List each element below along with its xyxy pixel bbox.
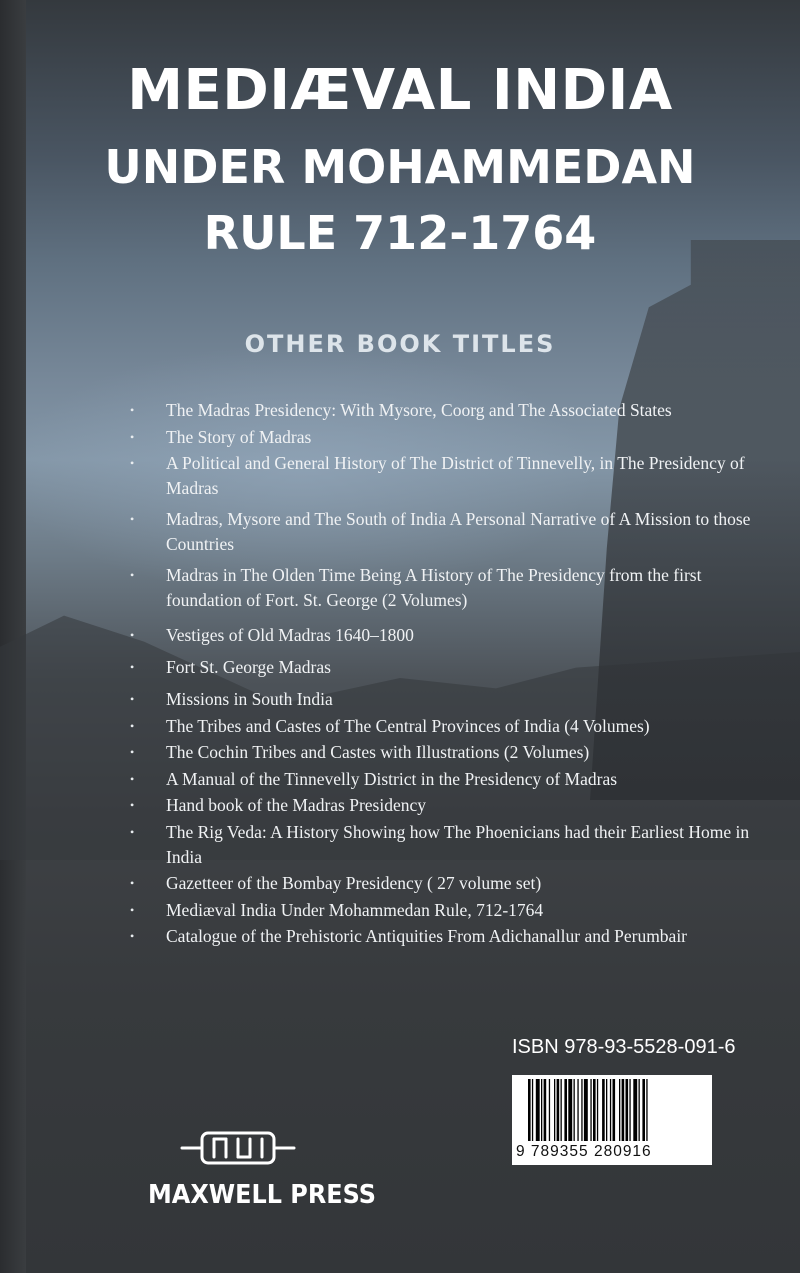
book-title-item: • Catalogue of the Prehistoric Antiquities From Adichanallur and Perumbair (130, 924, 770, 949)
title-line-2: UNDER MOHAMMEDAN (104, 140, 696, 194)
book-title-item: • Fort St. George Madras (130, 655, 770, 680)
barcode (512, 1075, 712, 1165)
book-title-item: • The Madras Presidency: With Mysore, Coorg and The Associated States (130, 398, 770, 423)
barcode-digits: 9 789355 280916 (516, 1143, 652, 1160)
book-title-item: • Mediæval India Under Mohammedan Rule, 712-1764 (130, 898, 770, 923)
book-title-item: • The Tribes and Castes of The Central Provinces of India (4 Volumes) (130, 714, 770, 739)
book-title-item: • The Cochin Tribes and Castes with Illustrations (2 Volumes) (130, 740, 770, 765)
barcode-bars-icon (512, 1075, 712, 1145)
publisher-name: MAXWELL PRESS (148, 1180, 376, 1210)
book-title-item: • Missions in South India (130, 687, 770, 712)
book-title-item: • Madras in The Olden Time Being A History of The Presidency from the first foundation of Fort. St. George (2 Volumes) (130, 563, 770, 613)
book-title-item: • Hand book of the Madras Presidency (130, 793, 770, 818)
book-title-item: • Vestiges of Old Madras 1640–1800 (130, 623, 770, 648)
maxwell-press-logo-icon (178, 1125, 298, 1171)
book-title-item: • The Story of Madras (130, 425, 770, 450)
title-line-1: MEDIÆVAL INDIA (127, 58, 673, 123)
book-title-item: • A Manual of the Tinnevelly District in the Presidency of Madras (130, 767, 770, 792)
title-line-3: RULE 712-1764 (203, 206, 597, 260)
other-titles-heading: OTHER BOOK TITLES (244, 330, 556, 358)
book-title-item: • The Rig Veda: A History Showing how The Phoenicians had their Earliest Home in India (130, 820, 770, 870)
book-title-item: • Madras, Mysore and The South of India A Personal Narrative of A Mission to those Countries (130, 507, 770, 557)
book-title-item: • Gazetteer of the Bombay Presidency ( 27 volume set) (130, 871, 770, 896)
book-title-list (130, 398, 770, 951)
isbn-label: ISBN 978-93-5528-091-6 (512, 1036, 736, 1058)
book-title-item: • A Political and General History of The District of Tinnevelly, in The Presidency of Madras (130, 451, 770, 501)
